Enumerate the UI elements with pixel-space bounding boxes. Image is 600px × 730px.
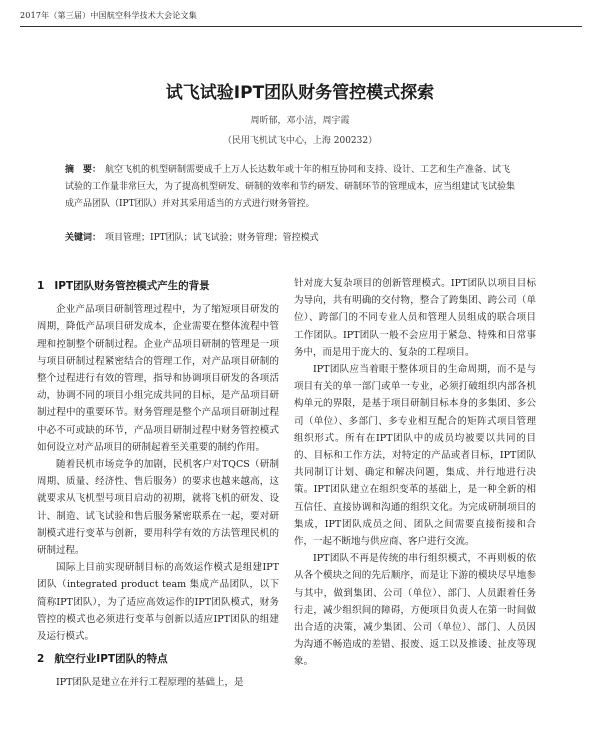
header-rule	[20, 26, 582, 27]
section-1-heading	[37, 278, 279, 295]
abstract-label: 摘 要：	[65, 165, 102, 175]
paragraph: IPT团队应当着眼于整体项目的生命周期，而不是与项目有关的单一部门或单一专业，必须打破组织内部各机构单元的界限，是基于项目研制目标本身的多集团、多公司（单位）、多部门、多专业相互配合的矩阵式项目管理组织形式。所有在IPT团队中的成员均被要以共同的目的、目标和工作方法，对特定的产品或者目标，IPT团队共同制订计划、确定和解决问题，集成、并行地进行决策。IPT团队建立在组织变革的基础上，是一种全新的相互信任、直接协调和沟通的组织文化。为完成研制项目的集成，IPT团队成员之间、团队之间需要直接衔接和合作，一起不断地与供应商、客户进行交流。	[294, 364, 536, 548]
section-2-heading	[37, 651, 279, 668]
running-head: 2017年（第三届）中国航空科学技术大会论文集	[20, 11, 197, 20]
section-2-number: 2	[37, 653, 45, 666]
section-2-title: 航空行业IPT团队的特点	[54, 653, 168, 666]
authors: 周昕郁，邓小洁，周宇霞	[250, 116, 350, 126]
right-column	[294, 275, 536, 671]
paper-title: 试飞试验IPT团队财务管控模式探索	[165, 83, 435, 103]
keywords-label: 关键词：	[65, 233, 102, 243]
keywords-text: 项目管理；IPT团队；试飞试验；财务管理；管控模式	[105, 233, 319, 243]
paragraph: 企业产品项目研制管理过程中，为了缩短项目研发的周期，降低产品项目研发成本，企业需要在整体流程中管理和控制整个研制过程。企业产品项目研制的管理是一项与项目研制过程紧密结合的管理工作，对产品项目研制的整个过程进行有效的管理，指导和协调项目研发的各项活动，协调不同的项目小组完成共同的目标，是产品项目研制过程中的重要环节。财务管理是整个产品项目研制过程中必不可或缺的环节，产品项目研制过程中财务管控模式如何设立对产品项目的研制起着至关重要的制约作用。	[37, 304, 279, 453]
left-column	[37, 275, 279, 692]
paragraph: 国际上目前实现研制目标的高效运作模式是组建IPT团队（integrated product team 集成产品团队，以下简称IPT团队），为了适应高效运作的IPT团队模式，财务管控的模式也必须进行变革与创新以适应IPT团队的组建及运行模式。	[37, 562, 279, 643]
affiliation: （民用飞机试飞中心，上海 200232）	[222, 136, 378, 146]
paragraph: IPT团队不再是传统的串行组织模式，不再则板的依从各个模块之间的先后顺序，而是让下游的模块尽早地参与其中，做到集团、公司（单位）、部门、人员跟着任务行走，减少组织间的障碍，方便项目负责人在第一时间做出合适的决策，减少集团、公司（单位）、部门、人员因为沟通不畅造成的差错、报废、返工以及推诿、扯皮等现象。	[294, 553, 536, 668]
keywords	[65, 230, 517, 247]
paragraph: 随着民机市场竞争的加剧，民机客户对TQCS（研制周期、质量、经济性、售后服务）的要求也越来越高，这就要求从飞机型号项目启动的初期，就将飞机的研发、设计、制造、试飞试验和售后服务紧密联系在一起，要对研制模式进行变革与创新，要用科学有效的方法管理民机的研制过程。	[37, 459, 279, 557]
paragraph: IPT团队是建立在并行工程原理的基础上，是	[56, 677, 244, 689]
abstract-text: 航空飞机的机型研制需要成千上万人长达数年或十年的相互协同和支持、设计、工艺和生产准备、试飞试验的工作量非常巨大，为了提高机型研发、研制的效率和节约研发、研制环节的管理成本，应当组建试飞试验集成产品团队（IPT团队）并对其采用适当的方式进行财务管控。	[65, 165, 516, 209]
paragraph: 针对庞大复杂项目的创新管理模式。IPT团队以项目目标为导向，共有明确的交付物，整合了跨集团、跨公司（单位）、跨部门的不同专业人员和管理人员组成的联合项目工作团队。IPT团队一般不会应用于紧急、特殊和日常事务中，而是用于庞大的、复杂的工程项目。	[294, 278, 536, 358]
section-1-number: 1	[37, 280, 45, 292]
section-1-title: IPT团队财务管控模式产生的背景	[54, 280, 210, 292]
abstract	[65, 162, 517, 213]
